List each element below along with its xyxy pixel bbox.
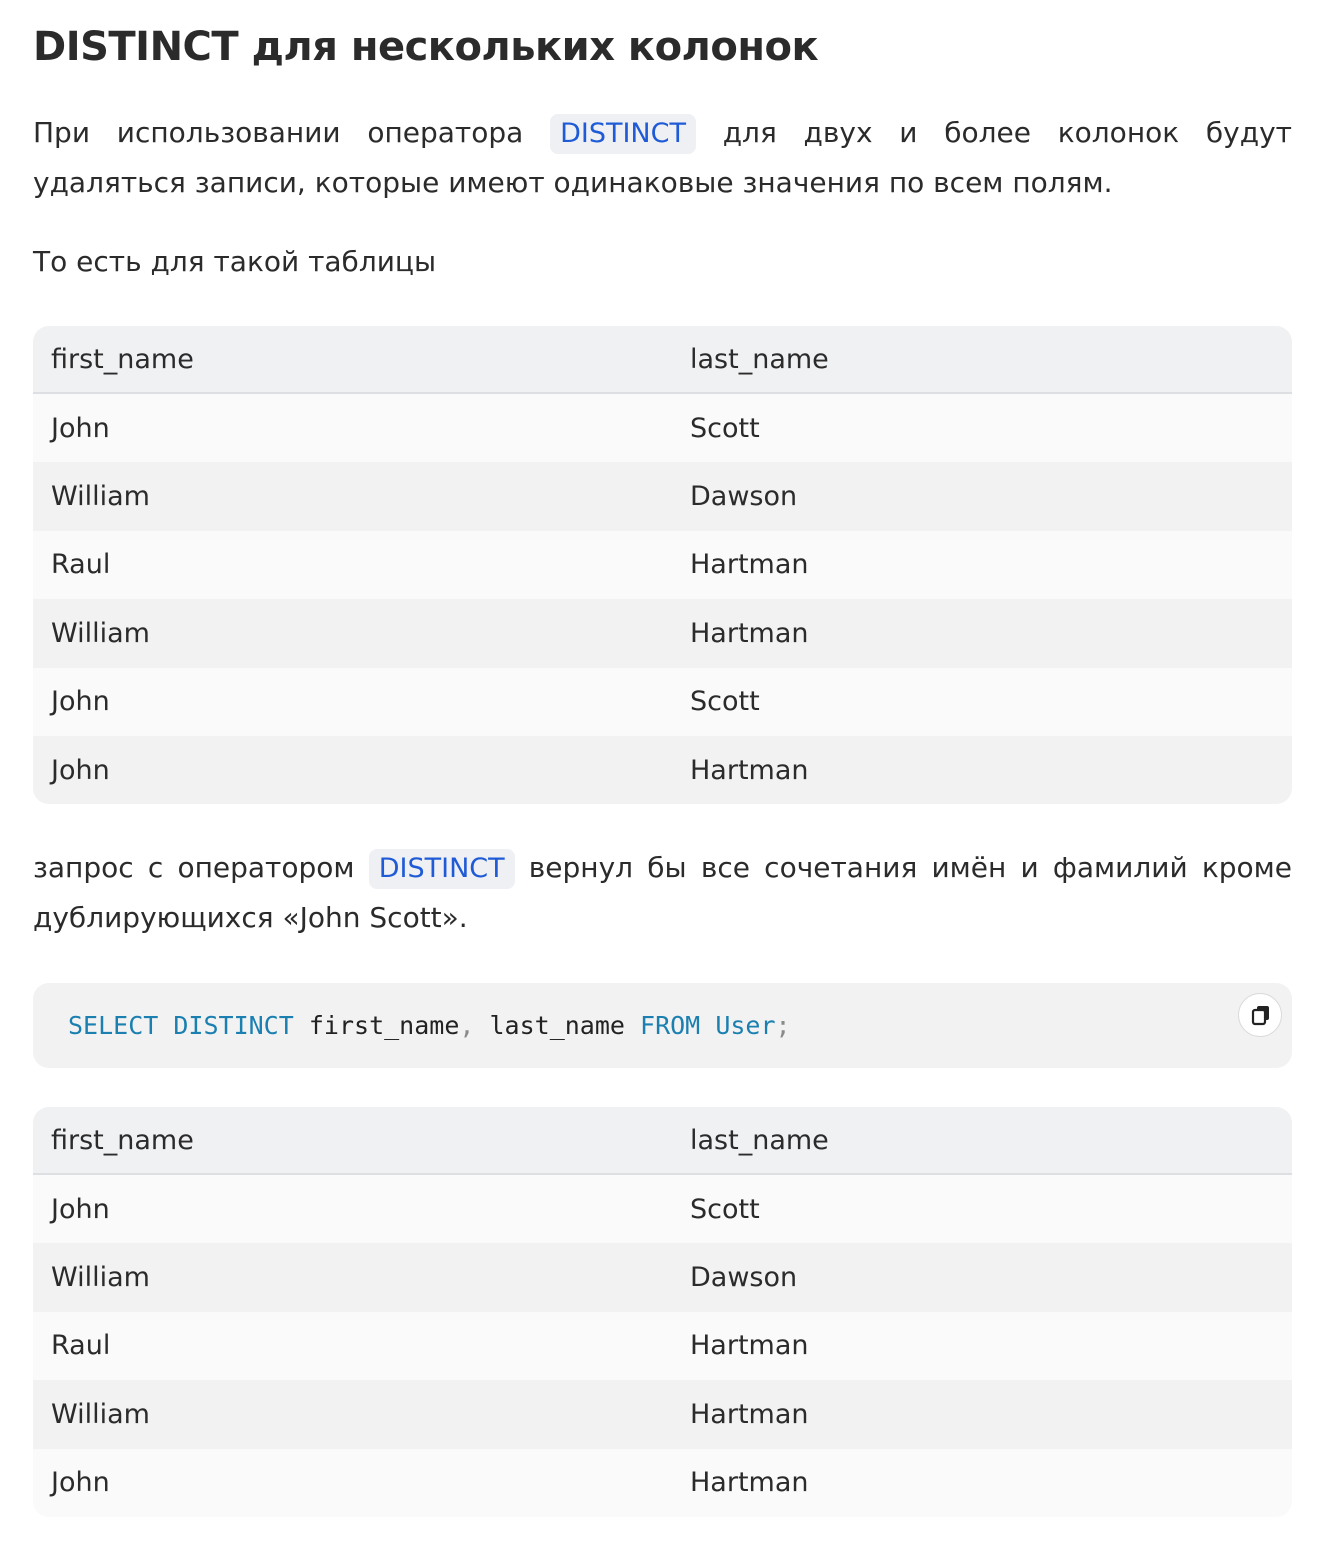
section-heading: DISTINCT для нескольких колонок [33, 24, 819, 70]
table-cell: Dawson [690, 481, 798, 513]
explanation-text-after: вернул бы все сочетания имён и фамилий кроме дублирующихся «John Scott». [33, 851, 1293, 934]
table-row [33, 394, 1292, 462]
table-row [33, 462, 1292, 530]
table-cell: William [51, 481, 150, 513]
sql-keyword: DISTINCT [173, 1011, 294, 1040]
inline-code-distinct: DISTINCT [369, 849, 515, 889]
sql-punctuation: ; [775, 1011, 791, 1040]
header-cell: last_name [690, 343, 829, 375]
table-cell: John [51, 754, 110, 786]
table-cell: Scott [690, 1193, 760, 1225]
inline-code-distinct: DISTINCT [550, 114, 696, 154]
table-cell: Scott [690, 686, 760, 718]
table-cell: Raul [51, 549, 111, 581]
table-header-row [33, 1107, 1292, 1175]
sql-column: last_name [489, 1011, 625, 1040]
table-cell: William [51, 1398, 150, 1430]
sql-keyword: SELECT [68, 1011, 159, 1040]
table-cell: William [51, 1262, 150, 1294]
table-row [33, 1175, 1292, 1243]
table-cell: Raul [51, 1330, 111, 1362]
header-cell: first_name [51, 1124, 194, 1156]
intro-paragraph [33, 108, 1292, 208]
header-cell: last_name [690, 1124, 829, 1156]
table-row [33, 1449, 1292, 1517]
table-cell: Hartman [690, 1467, 809, 1499]
explanation-text-before: запрос с оператором [33, 851, 369, 884]
sql-column: first_name [308, 1011, 460, 1040]
table-cell: Hartman [690, 1398, 809, 1430]
table-row [33, 668, 1292, 736]
intro-text-after: для двух и более колонок будут удаляться записи, которые имеют одинаковые значения по всем полям. [33, 116, 1292, 199]
table-row [33, 1380, 1292, 1448]
explanation-paragraph [33, 843, 1292, 943]
table-row [33, 1312, 1292, 1380]
intro-text-before: При использовании оператора [33, 116, 551, 149]
copy-button[interactable] [1238, 993, 1282, 1037]
table-row [33, 599, 1292, 667]
sql-table-name: User [715, 1011, 776, 1040]
table-cell: Dawson [690, 1262, 798, 1294]
table-cell: Hartman [690, 549, 809, 581]
table-cell: Hartman [690, 1330, 809, 1362]
table-cell: John [51, 1193, 110, 1225]
table-cell: John [51, 1467, 110, 1499]
header-cell: first_name [51, 343, 194, 375]
table-cell: Scott [690, 412, 760, 444]
table-row [33, 531, 1292, 599]
table-header-row [33, 326, 1292, 394]
lead-in-paragraph: То есть для такой таблицы [33, 245, 437, 278]
table-row [33, 736, 1292, 804]
sql-keyword: FROM [640, 1011, 701, 1040]
code-line [68, 1009, 791, 1043]
table-cell: Hartman [690, 617, 809, 649]
copy-icon [1250, 1004, 1272, 1026]
table-cell: John [51, 412, 110, 444]
source-table [33, 326, 1292, 804]
table-cell: William [51, 617, 150, 649]
table-row [33, 1243, 1292, 1311]
result-table [33, 1107, 1292, 1517]
code-block [33, 983, 1292, 1068]
table-cell: Hartman [690, 754, 809, 786]
sql-punctuation: , [459, 1011, 475, 1040]
table-cell: John [51, 686, 110, 718]
